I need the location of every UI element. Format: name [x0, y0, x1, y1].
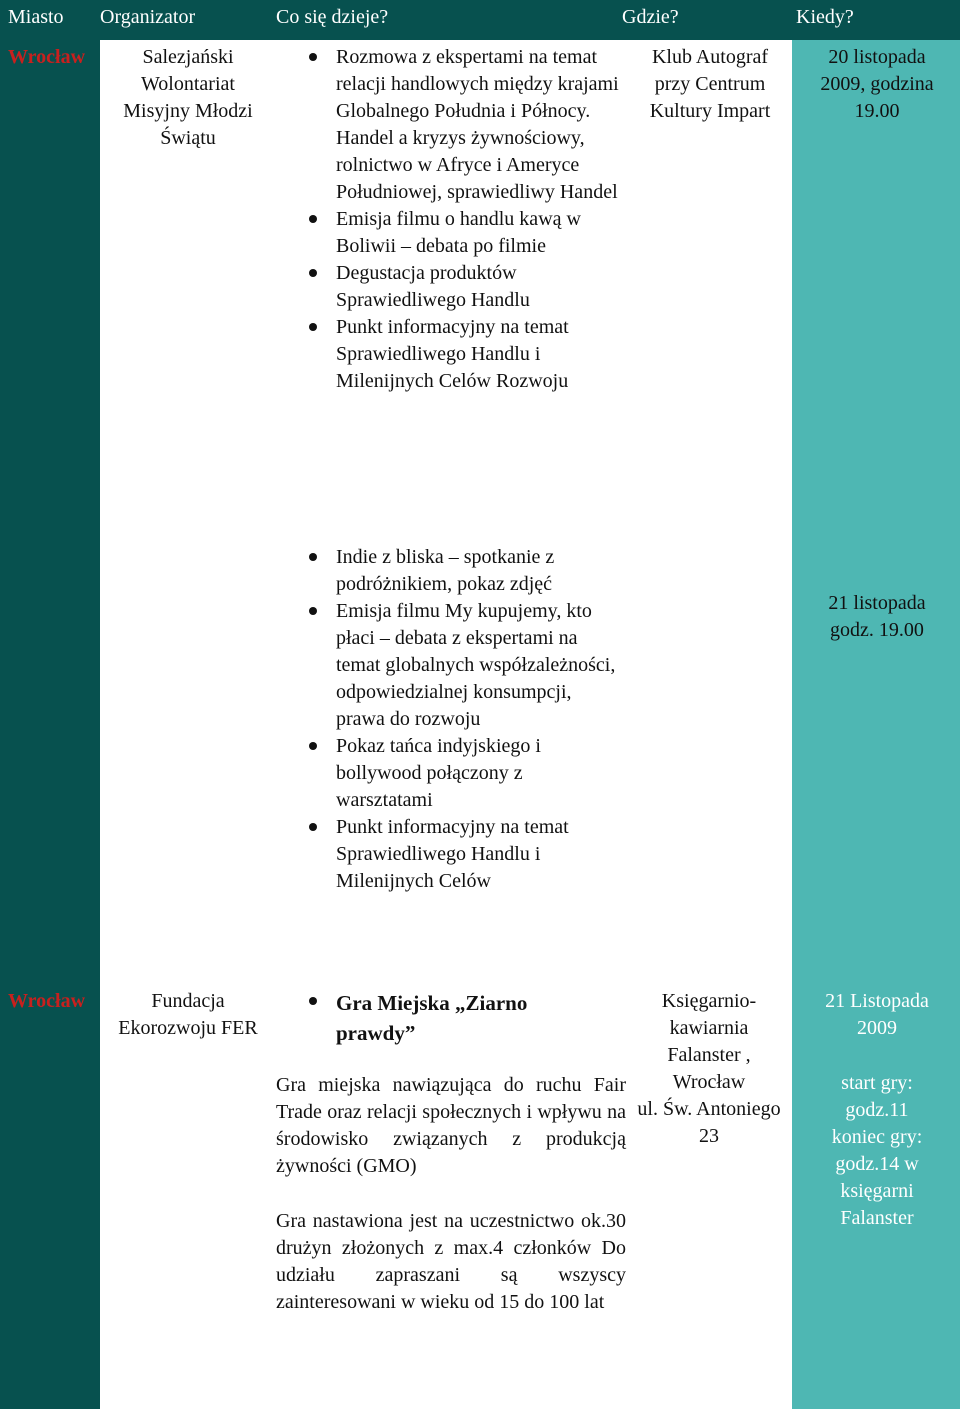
- organizer-line: Ekorozwoju FER: [118, 1017, 258, 1039]
- list-item: Degustacja produktów Sprawiedliwego Handlu: [298, 260, 624, 314]
- list-item: Punkt informacyjny na temat Sprawiedliwego Handlu i Milenijnych Celów: [298, 814, 624, 895]
- organizer-column-bg: [100, 0, 270, 1409]
- row3-game-title-block: [298, 988, 624, 1048]
- row3-paragraph-2: Gra nastawiona jest na uczestnictwo ok.30 drużyn złożonych z max.4 członków Do udziału zapraszani są wszyscy zainteresowani w wieku od 15 do 100 lat: [276, 1210, 626, 1313]
- date-line: 21 listopada: [828, 592, 926, 614]
- list-item: Punkt informacyjny na temat Sprawiedliwego Handlu i Milenijnych Celów Rozwoju: [298, 314, 624, 395]
- header-organizator: Organizator: [100, 6, 196, 28]
- place-line: ul. Św. Antoniego: [637, 1098, 781, 1120]
- row3-city: Wrocław: [8, 990, 86, 1012]
- header-miasto: Miasto: [8, 6, 64, 28]
- row3-paragraph-1: Gra miejska nawiązująca do ruchu Fair Trade oraz relacji społecznych i wpływu na środowisko związanych z produkcją żywności (GMO): [276, 1074, 626, 1177]
- game-time-line: godz.14 w: [835, 1153, 919, 1175]
- date-line: 20 listopada: [828, 46, 926, 68]
- game-time-line: księgarni: [840, 1180, 914, 1202]
- row3-place: [626, 988, 792, 1150]
- list-item: Emisja filmu o handlu kawą w Boliwii – debata po filmie: [298, 206, 624, 260]
- row3-date: [796, 988, 958, 1042]
- game-title: Gra Miejska „Ziarno prawdy”: [298, 988, 624, 1048]
- place-line: kawiarnia: [669, 1017, 749, 1039]
- row2-date: [796, 590, 958, 644]
- date-line: godz. 19.00: [830, 619, 924, 641]
- row1-city: Wrocław: [8, 46, 86, 68]
- place-line: Kultury Impart: [649, 100, 771, 122]
- organizer-line: Fundacja: [151, 990, 225, 1012]
- place-line: Falanster ,: [667, 1044, 751, 1066]
- game-time-line: Falanster: [840, 1207, 914, 1229]
- game-time-line: start gry:: [841, 1072, 913, 1094]
- game-time-line: koniec gry:: [831, 1126, 923, 1148]
- place-line: przy Centrum: [654, 73, 766, 95]
- header-kiedy: Kiedy?: [796, 6, 854, 28]
- place-line: Księgarnio-: [661, 990, 757, 1012]
- row3-organizer: [100, 988, 276, 1042]
- place-line: Klub Autograf: [651, 46, 769, 68]
- place-line: Wrocław: [672, 1071, 746, 1093]
- place-column-bg: [636, 0, 792, 1409]
- date-line: 21 Listopada: [825, 990, 929, 1012]
- list-item: Pokaz tańca indyjskiego i bollywood połączony z warsztatami: [298, 733, 624, 814]
- header-co-sie-dzieje: Co się dzieje?: [276, 6, 389, 28]
- organizer-line: Salezjański: [142, 46, 234, 68]
- date-line: 2009, godzina: [820, 73, 934, 95]
- row1-organizer: [100, 44, 276, 152]
- row3-game-time: [796, 1070, 958, 1232]
- organizer-line: Świątu: [160, 127, 216, 149]
- date-line: 19.00: [854, 100, 900, 122]
- row1-date: [796, 44, 958, 125]
- row1-place: [630, 44, 790, 125]
- organizer-line: Wolontariat: [141, 73, 235, 95]
- city-column-bg: [0, 0, 100, 1409]
- place-line: 23: [699, 1125, 719, 1147]
- row2-events: [298, 544, 624, 895]
- row1-events: [298, 44, 624, 395]
- table-header: [0, 0, 960, 40]
- header-gdzie: Gdzie?: [622, 6, 679, 28]
- organizer-line: Misyjny Młodzi: [123, 100, 253, 122]
- date-line: 2009: [857, 1017, 897, 1039]
- list-item: Rozmowa z ekspertami na temat relacji handlowych między krajami Globalnego Południa i Północy. Handel a kryzys żywnościowy, rolnictwo w Afryce i Ameryce Południowej, sprawiedliwy Handel: [298, 44, 624, 206]
- list-item: Emisja filmu My kupujemy, kto płaci – debata z ekspertami na temat globalnych współzależności, odpowiedzialnej konsumpcji, prawa do rozwoju: [298, 598, 624, 733]
- game-time-line: godz.11: [845, 1099, 909, 1121]
- list-item: Indie z bliska – spotkanie z podróżnikiem, pokaz zdjęć: [298, 544, 624, 598]
